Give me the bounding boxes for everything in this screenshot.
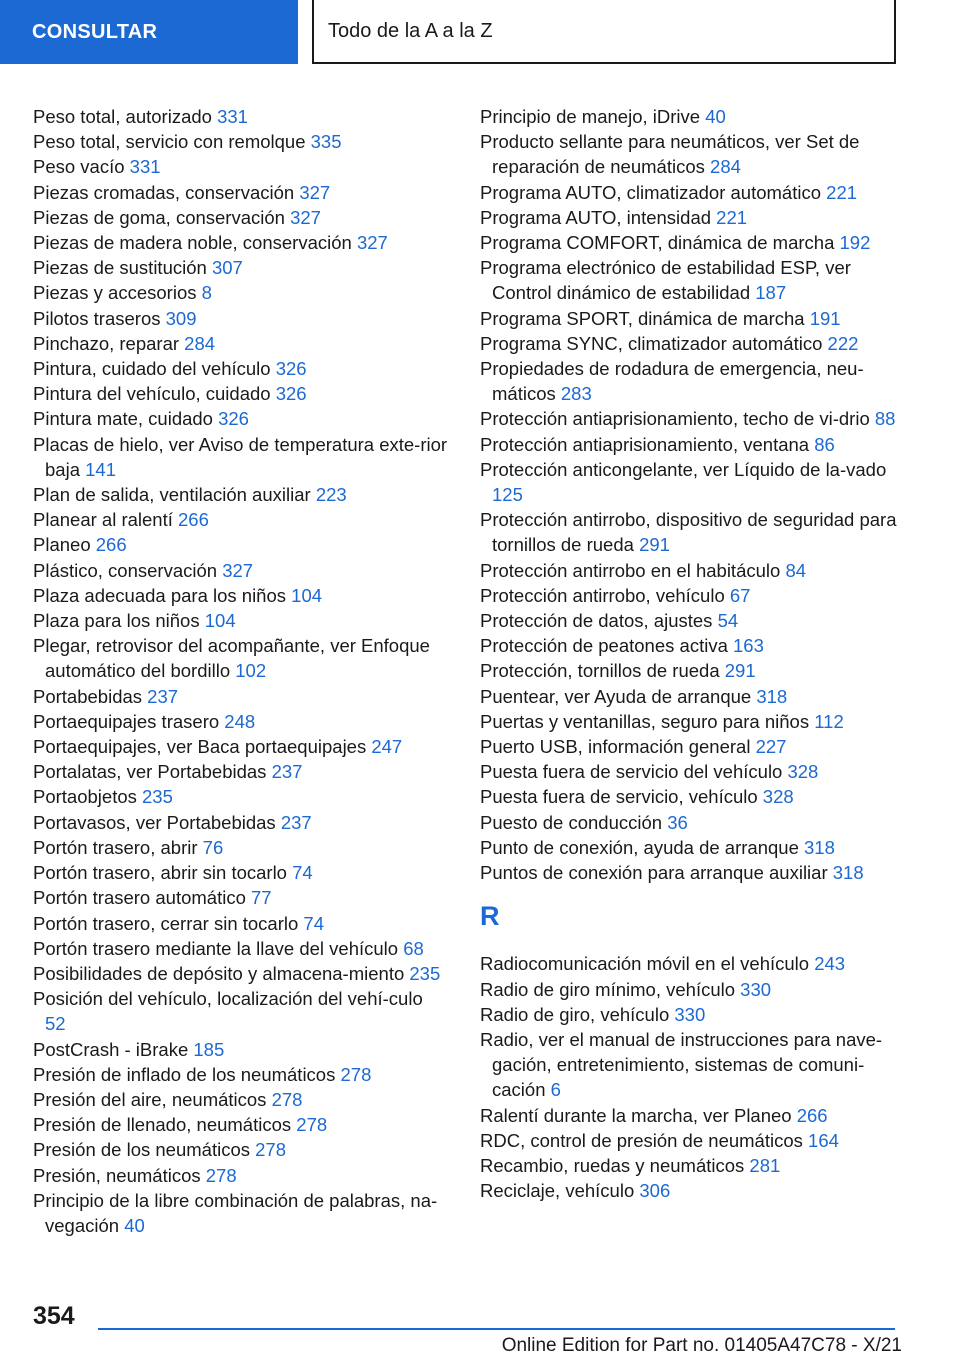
index-entry-page-link[interactable]: 247 (371, 736, 403, 758)
index-group-r (480, 951, 900, 1203)
index-entry-text: Piezas de goma, conservación (33, 206, 285, 228)
index-entry-text: Puesta fuera de servicio, vehículo (480, 786, 758, 808)
index-entry-page-link[interactable]: 104 (204, 610, 236, 632)
index-entry (480, 1103, 900, 1128)
index-entry-text: Portón trasero, cerrar sin tocarlo (33, 912, 299, 934)
index-entry-page-link[interactable]: 327 (290, 206, 321, 228)
section-tab (0, 0, 298, 64)
index-entry-text: Presión de llenado, neumáticos (33, 1114, 292, 1136)
index-entry-page-link[interactable]: 284 (184, 332, 216, 354)
index-entry (480, 306, 900, 331)
index-entry (480, 129, 900, 179)
index-entry-page-link[interactable]: 284 (710, 156, 741, 178)
index-entry-text: Protección de datos, ajustes (480, 610, 713, 632)
index-entry-page-link[interactable]: 102 (235, 660, 267, 682)
index-entry (33, 885, 448, 910)
index-entry (33, 432, 448, 482)
index-entry-text: Presión, neumáticos (33, 1164, 201, 1186)
index-entry-text: Protección antiaprisionamiento, techo de vi‐drio (480, 408, 870, 430)
index-entry-page-link[interactable]: 141 (85, 458, 116, 480)
index-entry-text: Portalatas, ver Portabebidas (33, 761, 267, 783)
index-entry-page-link[interactable]: 291 (724, 660, 756, 682)
index-entry-page-link[interactable]: 237 (147, 685, 179, 707)
index-entry-page-link[interactable]: 327 (356, 232, 388, 254)
index-entry-text: Puesto de conducción (480, 811, 663, 833)
index-entry-text: Programa SPORT, dinámica de marcha (480, 307, 805, 329)
index-entry-page-link[interactable]: 326 (218, 408, 249, 430)
index-entry-page-link[interactable]: 281 (749, 1154, 781, 1176)
index-entry (33, 129, 448, 154)
index-entry-text: Principio de la libre combinación de palabras, na‐vegación (33, 1189, 438, 1236)
index-entry-page-link[interactable]: 125 (492, 484, 523, 506)
index-entry-text: Programa electrónico de estabilidad ESP, ver Control dinámico de estabilidad (480, 257, 851, 304)
index-entry-page-link[interactable]: 306 (639, 1180, 671, 1202)
index-entry (33, 104, 448, 129)
index-entry-text: Portón trasero, abrir sin tocarlo (33, 862, 287, 884)
index-entry-page-link[interactable]: 327 (222, 559, 254, 581)
index-entry (480, 331, 900, 356)
index-entry-page-link[interactable]: 327 (299, 181, 331, 203)
index-entry-text: Puntos de conexión para arranque auxiliar (480, 862, 828, 884)
index-entry-page-link[interactable]: 278 (271, 1088, 303, 1110)
index-entry (480, 558, 900, 583)
index-entry-text: Presión del aire, neumáticos (33, 1088, 267, 1110)
index-entry-page-link[interactable]: 74 (303, 912, 324, 934)
index-entry (480, 608, 900, 633)
index-entry-text: Portaequipajes trasero (33, 710, 220, 732)
index-entry-page-link[interactable]: 235 (142, 786, 173, 808)
index-entry-text: Piezas y accesorios (33, 282, 197, 304)
index-entry (480, 759, 900, 784)
index-entry-page-link[interactable]: 223 (315, 484, 347, 506)
index-entry (33, 532, 448, 557)
index-entry-text: Ralentí durante la marcha, ver Planeo (480, 1104, 792, 1126)
index-entry-page-link[interactable]: 278 (340, 1063, 372, 1085)
index-entry (33, 230, 448, 255)
index-entry-page-link[interactable]: 36 (667, 811, 688, 833)
index-entry-text: Radiocomunicación móvil en el vehículo (480, 953, 810, 975)
index-entry-page-link[interactable]: 77 (251, 887, 272, 909)
index-entry (33, 1188, 448, 1238)
index-entry-text: Portón trasero, abrir (33, 836, 198, 858)
index-entry-text: Portabebidas (33, 685, 143, 707)
page-header-title (312, 0, 896, 64)
index-entry (33, 810, 448, 835)
section-tab-label: CONSULTAR (32, 20, 158, 43)
index-entry-page-link[interactable]: 331 (217, 106, 248, 127)
index-entry-page-link[interactable]: 86 (814, 433, 835, 455)
index-entry-text: Plaza adecuada para los niños (33, 584, 287, 606)
index-entry-page-link[interactable]: 235 (409, 962, 441, 984)
index-entry-text: Portaequipajes, ver Baca portaequipajes (33, 736, 367, 758)
index-entry-page-link[interactable]: 74 (292, 862, 313, 884)
index-entry (480, 432, 900, 457)
index-entry (480, 406, 900, 431)
index-entry-page-link[interactable]: 222 (827, 332, 859, 354)
index-entry (480, 104, 900, 129)
index-entry (33, 1112, 448, 1137)
index-entry-text: Puesta fuera de servicio del vehículo (480, 761, 783, 783)
index-entry-text: Puerto USB, información general (480, 736, 751, 758)
index-entry-page-link[interactable]: 237 (280, 811, 312, 833)
index-entry-text: Peso total, autorizado (33, 106, 212, 127)
index-entry-page-link[interactable]: 185 (193, 1038, 225, 1060)
index-entry-page-link[interactable]: 326 (275, 358, 307, 380)
index-entry (480, 709, 900, 734)
index-entry (480, 835, 900, 860)
index-entry-text: Radio de giro, vehículo (480, 1003, 670, 1025)
index-entry-text: Portón trasero mediante la llave del vehículo (33, 937, 399, 959)
index-entry (33, 280, 448, 305)
index-entry-text: Posibilidades de depósito y almacena‐miento (33, 962, 405, 984)
index-entry-text: Protección antirrobo en el habitáculo (480, 559, 781, 581)
index-entry (33, 1163, 448, 1188)
index-entry-page-link[interactable]: 40 (705, 106, 726, 127)
index-entry (33, 709, 448, 734)
index-entry (33, 381, 448, 406)
index-entry (33, 835, 448, 860)
index-entry-page-link[interactable]: 76 (202, 836, 224, 858)
index-entry (33, 306, 448, 331)
index-entry-page-link[interactable]: 318 (832, 862, 864, 884)
index-entry (33, 154, 448, 179)
index-entry-page-link[interactable]: 318 (804, 836, 835, 858)
index-entry (480, 658, 900, 683)
index-entry-text: Pilotos traseros (33, 307, 161, 329)
index-entry (480, 507, 900, 557)
index-entry-text: Pintura, cuidado del vehículo (33, 358, 271, 380)
index-entry-page-link[interactable]: 191 (809, 307, 841, 329)
index-entry-text: Puertas y ventanillas, seguro para niños (480, 710, 810, 732)
index-entry-page-link[interactable]: 187 (755, 282, 787, 304)
index-entry (480, 1002, 900, 1027)
index-entry-text: Plegar, retrovisor del acompañante, ver Enfoque automático del bordillo (33, 635, 430, 682)
index-entry (480, 180, 900, 205)
index-entry-text: Piezas cromadas, conservación (33, 181, 295, 203)
index-entry (480, 255, 900, 305)
index-entry-text: Programa AUTO, intensidad (480, 206, 712, 228)
index-entry-text: Portaobjetos (33, 786, 137, 808)
index-entry (33, 558, 448, 583)
index-entry-text: Propiedades de rodadura de emergencia, neu‐máticos (480, 358, 864, 405)
index-entry-page-link[interactable]: 164 (808, 1129, 839, 1151)
index-entry-text: Presión de los neumáticos (33, 1139, 250, 1161)
index-entry-text: RDC, control de presión de neumáticos (480, 1129, 803, 1151)
index-entry-text: Pintura mate, cuidado (33, 408, 213, 430)
index-entry (33, 406, 448, 431)
index-entry-page-link[interactable]: 328 (787, 761, 819, 783)
index-entry (480, 684, 900, 709)
index-entry-text: Reciclaje, vehículo (480, 1180, 635, 1202)
index-entry (33, 734, 448, 759)
index-column-left (33, 104, 448, 1238)
index-entry-page-link[interactable]: 331 (129, 156, 161, 178)
index-entry-text: Principio de manejo, iDrive (480, 106, 701, 127)
index-entry-page-link[interactable]: 84 (785, 559, 807, 581)
index-entry (33, 1062, 448, 1087)
index-entry-page-link[interactable]: 192 (839, 232, 871, 254)
index-entry (33, 759, 448, 784)
index-entry-text: Protección antirrobo, vehículo (480, 584, 725, 606)
index-entry-text: Programa AUTO, climatizador automático (480, 181, 822, 203)
index-entry-text: Piezas de madera noble, conservación (33, 232, 352, 254)
index-entry (480, 205, 900, 230)
index-entry (480, 1027, 900, 1103)
index-entry (480, 230, 900, 255)
index-entry-text: Radio, ver el manual de instrucciones para nave‐gación, entretenimiento, sistemas de comuni‐cación (480, 1028, 883, 1101)
footer-edition-text: Online Edition for Part no. 01405A47C78 - X/21 (501, 1335, 902, 1356)
index-entry-page-link[interactable]: 283 (560, 383, 592, 405)
index-entry (33, 936, 448, 961)
index-entry-text: Programa COMFORT, dinámica de marcha (480, 232, 835, 254)
index-entry-page-link[interactable]: 68 (403, 937, 424, 959)
index-entry-text: Punto de conexión, ayuda de arranque (480, 836, 799, 858)
index-entry-page-link[interactable]: 307 (211, 257, 243, 279)
index-entry (480, 810, 900, 835)
index-letter-heading: R (480, 901, 500, 932)
index-entry (33, 986, 448, 1036)
index-entry-page-link[interactable]: 221 (826, 181, 858, 203)
index-entry (480, 860, 900, 885)
index-entry-page-link[interactable]: 67 (729, 584, 751, 606)
index-entry-text: Puentear, ver Ayuda de arranque (480, 685, 752, 707)
index-entry-text: Protección, tornillos de rueda (480, 660, 720, 682)
index-entry-text: Protección de peatones activa (480, 635, 728, 657)
index-entry-text: Programa SYNC, climatizador automático (480, 332, 823, 354)
index-entry-page-link[interactable]: 8 (201, 282, 212, 304)
index-entry (480, 977, 900, 1002)
index-entry-text: Peso total, servicio con remolque (33, 131, 306, 153)
index-entry (480, 1153, 900, 1178)
index-entry-text: Recambio, ruedas y neumáticos (480, 1154, 745, 1176)
index-entry-page-link[interactable]: 328 (762, 786, 794, 808)
index-entry-page-link[interactable]: 112 (814, 710, 844, 732)
index-entry (480, 784, 900, 809)
index-entry (480, 734, 900, 759)
index-entry-page-link[interactable]: 326 (275, 383, 307, 405)
index-entry (33, 507, 448, 532)
index-column-right (480, 104, 900, 1203)
index-entry (480, 1178, 900, 1203)
index-entry-text: Plan de salida, ventilación auxiliar (33, 484, 311, 506)
index-entry-page-link[interactable]: 278 (255, 1139, 286, 1161)
index-entry (33, 1137, 448, 1162)
index-entry-text: Posición del vehículo, localización del vehí‐culo (33, 988, 423, 1010)
index-entry-text: Radio de giro mínimo, vehículo (480, 978, 736, 1000)
index-entry (480, 457, 900, 507)
index-entry-page-link[interactable]: 227 (755, 736, 787, 758)
index-entry-page-link[interactable]: 266 (95, 534, 127, 556)
index-entry-text: Protección anticongelante, ver Líquido de la‐vado (480, 458, 887, 480)
index-entry-page-link[interactable]: 6 (550, 1079, 561, 1101)
index-entry-page-link[interactable]: 278 (296, 1114, 328, 1136)
index-entry (33, 633, 448, 683)
index-entry-page-link[interactable]: 163 (733, 635, 764, 657)
index-entry-text: Protección antirrobo, dispositivo de seguridad para tornillos de rueda (480, 509, 897, 556)
index-entry-page-link[interactable]: 278 (205, 1164, 237, 1186)
footer-rule (98, 1328, 895, 1330)
index-entry (33, 331, 448, 356)
index-entry-text: Planeo (33, 534, 91, 556)
index-entry-page-link[interactable]: 335 (310, 131, 342, 153)
index-entry-text: Producto sellante para neumáticos, ver Set de reparación de neumáticos (480, 131, 860, 178)
index-entry (33, 684, 448, 709)
index-entry (480, 583, 900, 608)
index-entry-text: Piezas de sustitución (33, 257, 207, 279)
index-entry (33, 205, 448, 230)
index-entry-page-link[interactable]: 237 (271, 761, 303, 783)
index-entry-text: Portón trasero automático (33, 887, 246, 909)
index-entry-page-link[interactable]: 330 (674, 1003, 706, 1025)
index-entry-page-link[interactable]: 54 (717, 610, 739, 632)
index-entry (33, 255, 448, 280)
index-entry-page-link[interactable]: 291 (639, 534, 670, 556)
index-entry (33, 356, 448, 381)
index-entry (480, 356, 900, 406)
header-title-text: Todo de la A a la Z (328, 19, 493, 42)
index-entry-page-link[interactable]: 52 (45, 1013, 66, 1035)
index-entry-page-link[interactable]: 243 (814, 953, 846, 975)
index-entry-page-link[interactable]: 104 (291, 584, 323, 606)
index-entry-page-link[interactable]: 266 (178, 509, 209, 531)
index-entry-text: Plaza para los niños (33, 610, 200, 632)
page-number: 354 (33, 1302, 75, 1330)
index-entry (480, 951, 900, 976)
index-entry-text: Placas de hielo, ver Aviso de temperatura exte‐rior baja (33, 433, 448, 480)
index-entry-text: Protección antiaprisionamiento, ventana (480, 433, 810, 455)
index-entry-page-link[interactable]: 88 (874, 408, 896, 430)
index-entry-page-link[interactable]: 40 (124, 1214, 145, 1236)
index-entry-text: Pinchazo, reparar (33, 332, 180, 354)
index-entry-text: Pintura del vehículo, cuidado (33, 383, 271, 405)
index-entry-text: Portavasos, ver Portabebidas (33, 811, 276, 833)
index-entry-page-link[interactable]: 330 (740, 978, 772, 1000)
index-group-p-continued (480, 104, 900, 885)
index-entry-page-link[interactable]: 248 (224, 710, 256, 732)
index-entry-text: Presión de inflado de los neumáticos (33, 1063, 336, 1085)
index-entry (33, 911, 448, 936)
index-entry-text: Peso vacío (33, 156, 125, 178)
index-entry (33, 961, 448, 986)
index-entry (33, 482, 448, 507)
index-entry-text: Plástico, conservación (33, 559, 218, 581)
index-entry (33, 583, 448, 608)
index-entry (33, 1087, 448, 1112)
index-entry-page-link[interactable]: 309 (165, 307, 197, 329)
index-entry (480, 633, 900, 658)
index-entry (33, 860, 448, 885)
index-entry-page-link[interactable]: 318 (756, 685, 788, 707)
index-entry (33, 180, 448, 205)
index-entry (33, 784, 448, 809)
index-entry-text: PostCrash - iBrake (33, 1038, 189, 1060)
index-entry (480, 1128, 900, 1153)
index-entry (33, 1037, 448, 1062)
index-entry-text: Planear al ralentí (33, 509, 173, 531)
index-entry-page-link[interactable]: 221 (716, 206, 748, 228)
index-entry-page-link[interactable]: 266 (796, 1104, 828, 1126)
index-entry (33, 608, 448, 633)
